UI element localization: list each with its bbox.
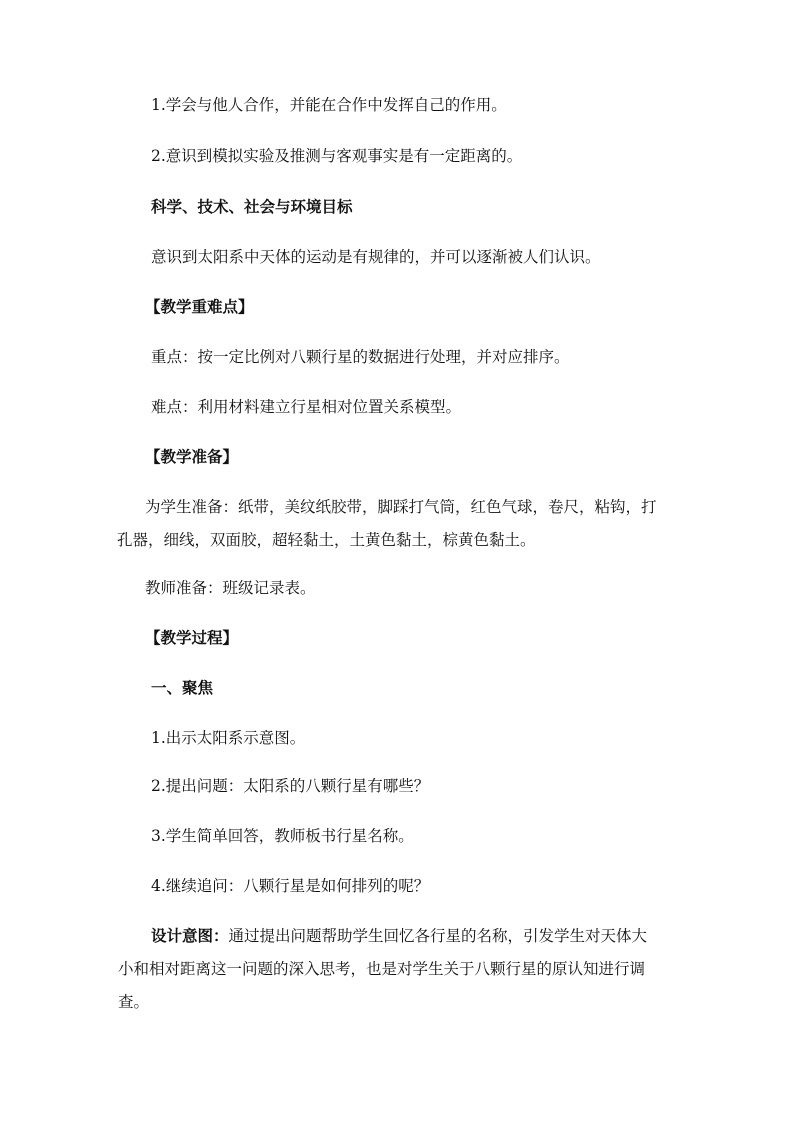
focus-heading: 一、聚焦 <box>151 678 214 697</box>
sts-goal-text: 意识到太阳系中天体的运动是有规律的，并可以逐渐被人们认识。 <box>151 248 601 266</box>
design-intent-line-2: 小和相对距离这一问题的深入思考，也是对学生关于八颗行星的原认知进行调 <box>118 960 646 978</box>
focus-step-4: 4.继续追问：八颗行星是如何排列的呢？ <box>151 877 430 895</box>
student-preparation-line-1: 为学生准备：纸带，美纹纸胶带，脚踩打气筒，红色气球，卷尺，粘钩，打 <box>145 498 657 516</box>
process-heading: 【教学过程】 <box>145 628 239 647</box>
sts-goal-heading: 科学、技术、社会与环境目标 <box>151 197 353 216</box>
preparation-heading: 【教学准备】 <box>145 447 239 466</box>
key-difficult-heading: 【教学重难点】 <box>145 297 254 316</box>
teacher-preparation: 教师准备：班级记录表。 <box>145 579 316 597</box>
student-preparation-line-2: 孔器，细线，双面胶，超轻黏土，土黄色黏土，棕黄色黏土。 <box>117 531 536 549</box>
key-point-text: 重点：按一定比例对八颗行星的数据进行处理，并对应排序。 <box>151 348 570 366</box>
design-intent-text-1: 通过提出问题帮助学生回忆各行星的名称，引发学生对天体大 <box>228 927 648 945</box>
focus-step-3: 3.学生简单回答，教师板书行星名称。 <box>151 827 414 845</box>
design-intent-label: 设计意图： <box>151 926 229 945</box>
difficult-point-text: 难点：利用材料建立行星相对位置关系模型。 <box>151 398 462 416</box>
social-goal-1: 1.学会与他人合作，并能在合作中发挥自己的作用。 <box>151 96 507 114</box>
design-intent-line-1 <box>151 926 647 946</box>
design-intent-line-3: 查。 <box>118 993 150 1011</box>
social-goal-2: 2.意识到模拟实验及推测与客观事实是有一定距离的。 <box>151 147 523 165</box>
focus-step-1: 1.出示太阳系示意图。 <box>151 729 306 747</box>
focus-step-2: 2.提出问题：太阳系的八颗行星有哪些？ <box>151 777 430 795</box>
